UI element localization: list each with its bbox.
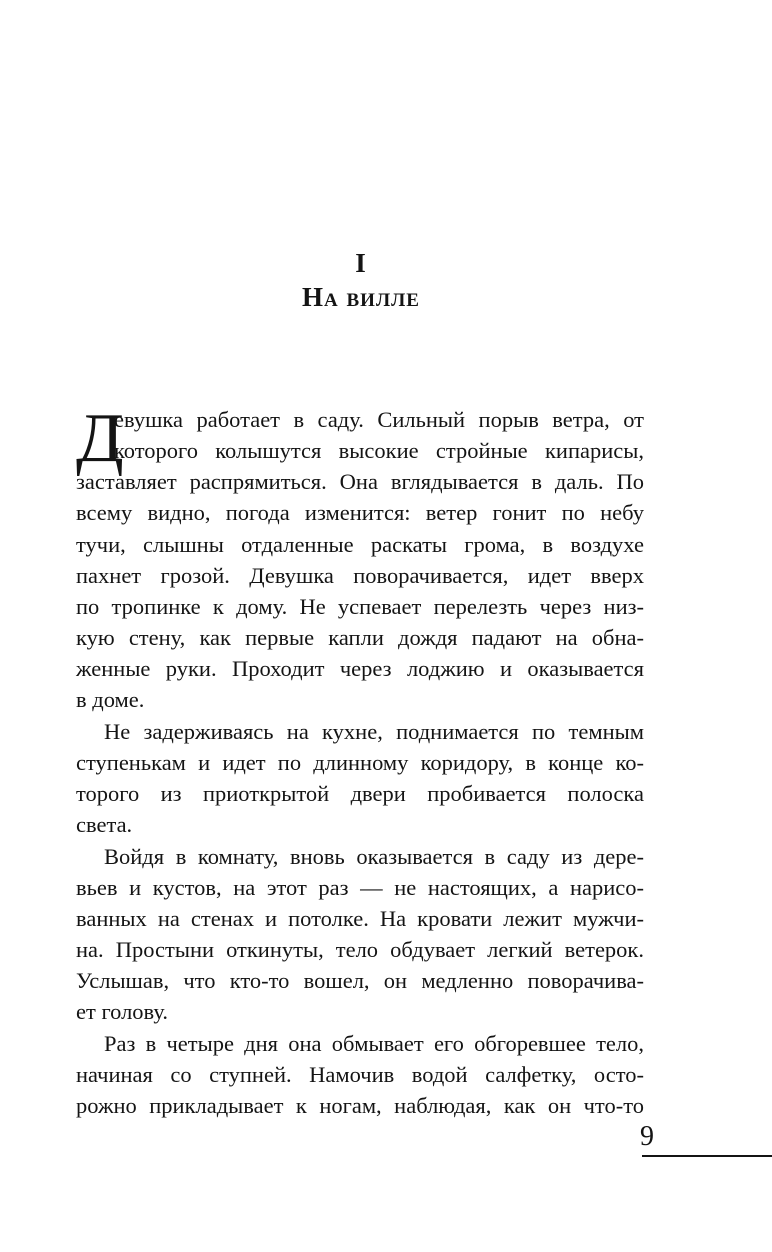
text-line: рожно прикладывает к ногам, наблюдая, как он что-то xyxy=(76,1093,644,1118)
drop-cap: Д xyxy=(76,400,124,477)
footer-rule xyxy=(642,1155,772,1157)
text-line: на. Простыни откинуты, тело обдувает легкий ветерок. xyxy=(76,937,644,962)
text-line: которого колышутся высокие стройные кипарисы, xyxy=(114,438,644,463)
text-line: Раз в четыре дня она обмывает его обгоревшее тело, xyxy=(104,1031,644,1056)
text-line: ступенькам и идет по длинному коридору, в конце ко- xyxy=(76,750,644,775)
text-line: начиная со ступней. Намочив водой салфетку, осто- xyxy=(76,1062,644,1087)
text-line: евушка работает в саду. Сильный порыв ветра, от xyxy=(114,407,644,432)
chapter-number: I xyxy=(355,248,367,278)
text-line: по тропинке к дому. Не успевает перелезть через низ- xyxy=(76,594,644,619)
text-line: пахнет грозой. Девушка поворачивается, идет вверх xyxy=(76,563,644,588)
text-line: женные руки. Проходит через лоджию и оказывается xyxy=(76,656,644,681)
text-line: Войдя в комнату, вновь оказывается в саду из дере- xyxy=(104,844,644,869)
text-line: в доме. xyxy=(76,687,145,712)
text-line: ет голову. xyxy=(76,999,169,1024)
text-line: кую стену, как первые капли дождя падают на обна- xyxy=(76,625,644,650)
text-line: вьев и кустов, на этот раз — не настоящих, а нарисо- xyxy=(76,875,644,900)
text-line: ванных на стенах и потолке. На кровати лежит мужчи- xyxy=(76,906,644,931)
text-line: всему видно, погода изменится: ветер гонит по небу xyxy=(76,500,644,525)
text-line: заставляет распрямиться. Она вглядывается в даль. По xyxy=(76,469,644,494)
text-line: Не задерживаясь на кухне, поднимается по темным xyxy=(104,719,644,744)
text-line: Услышав, что кто-то вошел, он медленно поворачива- xyxy=(76,968,644,993)
page-number: 9 xyxy=(640,1121,654,1152)
text-line: тучи, слышны отдаленные раскаты грома, в воздухе xyxy=(76,532,644,557)
chapter-title: На вилле xyxy=(302,282,420,312)
text-line: света. xyxy=(76,812,133,837)
text-line: торого из приоткрытой двери пробивается полоска xyxy=(76,781,644,806)
